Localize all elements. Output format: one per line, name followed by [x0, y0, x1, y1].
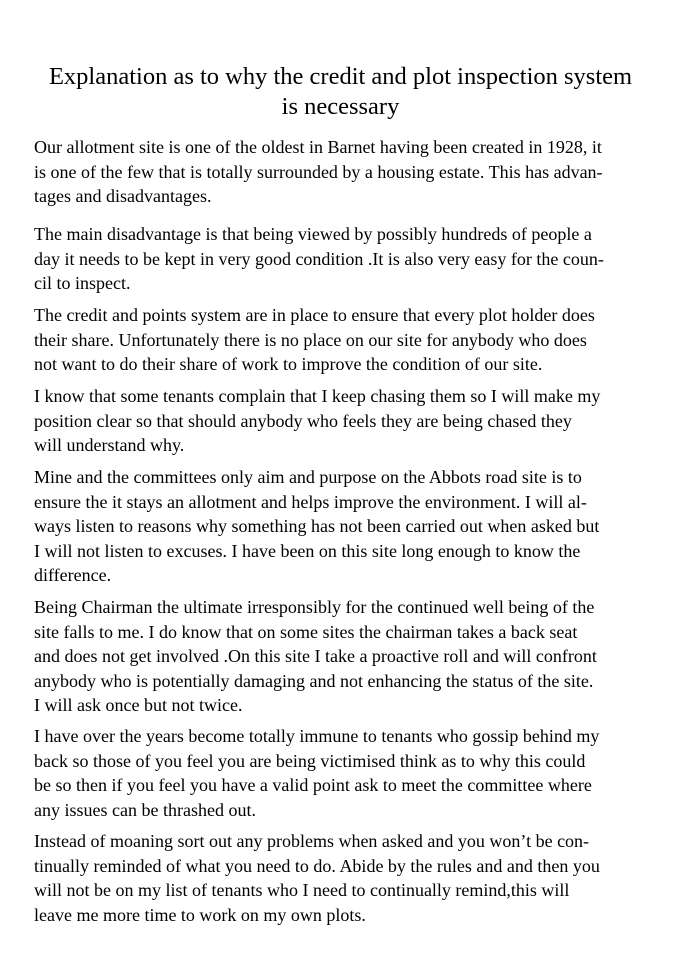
- paragraph-site-history: [34, 135, 654, 209]
- paragraph-instead-of-moaning: [34, 829, 654, 927]
- paragraph-line: be so then if you feel you have a valid point ask to meet the committee where: [34, 775, 592, 795]
- paragraph-line: will not be on my list of tenants who I need to continually remind,this will: [34, 880, 570, 900]
- paragraph-line: anybody who is potentially damaging and not enhancing the status of the site.: [34, 670, 594, 691]
- paragraph-line: I know that some tenants complain that I keep chasing them so I will make my: [34, 386, 601, 406]
- title-line: is necessary: [281, 93, 400, 120]
- paragraph-line: Being Chairman the ultimate irresponsibly for the continued well being of the: [34, 597, 595, 617]
- paragraph-chairman-role: [34, 595, 654, 718]
- paragraph-line: I will ask once but not twice.: [34, 695, 243, 715]
- paragraph-line: any issues can be thrashed out.: [34, 799, 256, 820]
- paragraph-line: I will not listen to excuses. I have been on this site long enough to know the: [34, 540, 581, 561]
- paragraph-main-disadvantage: [34, 222, 654, 296]
- paragraph-line: Instead of moaning sort out any problems when asked and you won’t be con-: [34, 831, 590, 851]
- paragraph-line: is one of the few that is totally surrounded by a housing estate. This has advan-: [34, 161, 603, 182]
- paragraph-credit-system: [34, 303, 654, 377]
- paragraph-line: Our allotment site is one of the oldest in Barnet having been created in 1928, it: [34, 137, 602, 157]
- paragraph-line: Mine and the committees only aim and purpose on the Abbots road site is to: [34, 467, 582, 487]
- paragraph-chasing-tenants: [34, 384, 654, 458]
- paragraph-line: site falls to me. I do know that on some sites the chairman takes a back seat: [34, 621, 578, 642]
- paragraph-line: I have over the years become totally immune to tenants who gossip behind my: [34, 726, 600, 746]
- paragraph-line: their share. Unfortunately there is no place on our site for anybody who does: [34, 329, 587, 350]
- paragraph-line: and does not get involved .On this site I take a proactive roll and will confront: [34, 646, 597, 666]
- paragraph-line: will understand why.: [34, 435, 185, 455]
- paragraph-line: difference.: [34, 565, 112, 585]
- paragraph-line: day it needs to be kept in very good condition .It is also very easy for the coun-: [34, 248, 604, 269]
- document-title: [20, 62, 661, 122]
- paragraph-line: not want to do their share of work to improve the condition of our site.: [34, 354, 543, 374]
- paragraph-line: ways listen to reasons why something has not been carried out when asked but: [34, 516, 600, 536]
- paragraph-line: tages and disadvantages.: [34, 186, 212, 206]
- paragraph-committee-aim: [34, 465, 654, 588]
- paragraph-line: leave me more time to work on my own plots.: [34, 904, 366, 925]
- paragraph-line: The credit and points system are in place to ensure that every plot holder does: [34, 305, 595, 325]
- paragraph-line: back so those of you feel you are being victimised think as to why this could: [34, 750, 586, 771]
- title-line: Explanation as to why the credit and plot inspection system: [48, 63, 633, 90]
- paragraph-line: position clear so that should anybody who feels they are being chased they: [34, 410, 572, 431]
- paragraph-line: cil to inspect.: [34, 273, 131, 293]
- paragraph-line: ensure the it stays an allotment and helps improve the environment. I will al-: [34, 491, 587, 512]
- paragraph-gossip: [34, 724, 654, 822]
- paragraph-line: The main disadvantage is that being viewed by possibly hundreds of people a: [34, 224, 592, 244]
- paragraph-line: tinually reminded of what you need to do. Abide by the rules and and then you: [34, 855, 600, 876]
